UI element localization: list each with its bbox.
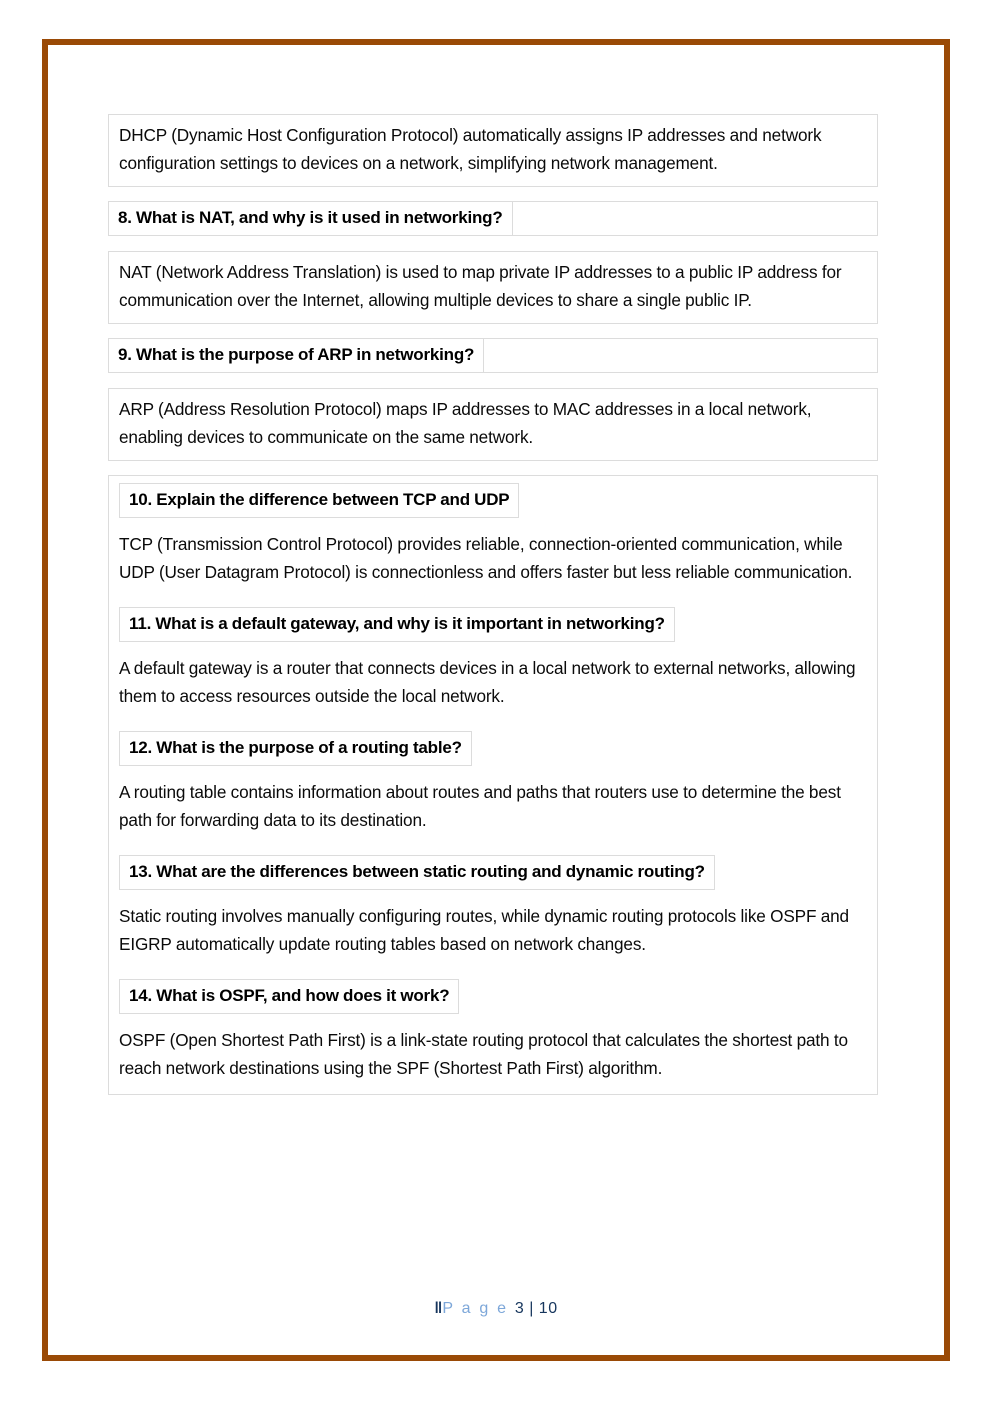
question-heading-block-8 [108, 201, 878, 236]
question-heading-block-9 [108, 338, 878, 373]
question-heading-11: 11. What is a default gateway, and why is it important in networking? [119, 607, 675, 642]
question-heading-block-13 [119, 856, 867, 889]
footer-page-word: P a g e [442, 1300, 509, 1317]
question-heading-13: 13. What are the differences between static routing and dynamic routing? [119, 855, 715, 890]
answer-text: DHCP (Dynamic Host Configuration Protocol) automatically assigns IP addresses and network configuration settings to devices on a network, simplifying network management. [119, 125, 822, 173]
answer-text-11: A default gateway is a router that connects devices in a local network to external networks, allowing them to access resources outside the local network. [119, 658, 856, 706]
combined-question-block [108, 475, 878, 1095]
page-footer [0, 1300, 992, 1318]
answer-block-dhcp [108, 114, 878, 187]
document-body [108, 114, 878, 1095]
page-number-footer [434, 1300, 557, 1318]
answer-text: NAT (Network Address Translation) is used to map private IP addresses to a public IP address for communication over the Internet, allowing multiple devices to share a single public IP. [119, 262, 842, 310]
answer-text-10: TCP (Transmission Control Protocol) provides reliable, connection-oriented communication, while UDP (User Datagram Protocol) is connectionless and offers faster but less reliable communication. [119, 534, 853, 582]
question-group-13 [119, 856, 867, 958]
answer-text: ARP (Address Resolution Protocol) maps IP addresses to MAC addresses in a local network, enabling devices to communicate on the same network. [119, 399, 812, 447]
answer-text-12: A routing table contains information about routes and paths that routers use to determine the best path for forwarding data to its destination. [119, 782, 841, 830]
footer-bars-glyph: ‖ [434, 1300, 443, 1317]
answer-block-9 [108, 388, 878, 461]
question-group-14 [119, 980, 867, 1082]
answer-text-13: Static routing involves manually configuring routes, while dynamic routing protocols like OSPF and EIGRP automatically update routing tables based on network changes. [119, 906, 849, 954]
question-heading-8: 8. What is NAT, and why is it used in networking? [108, 201, 513, 236]
footer-page-numbers: 3 | 10 [514, 1300, 558, 1317]
question-group-11 [119, 608, 867, 710]
question-heading-9: 9. What is the purpose of ARP in networking? [108, 338, 484, 373]
answer-text-14: OSPF (Open Shortest Path First) is a link-state routing protocol that calculates the shortest path to reach network destinations using the SPF (Shortest Path First) algorithm. [119, 1030, 848, 1078]
question-heading-block-11 [119, 608, 867, 641]
question-heading-14: 14. What is OSPF, and how does it work? [119, 979, 459, 1014]
question-heading-10: 10. Explain the difference between TCP and UDP [119, 483, 519, 518]
question-heading-12: 12. What is the purpose of a routing table? [119, 731, 472, 766]
question-heading-block-12 [119, 732, 867, 765]
question-group-10 [119, 484, 867, 586]
question-heading-block-10 [119, 484, 867, 517]
question-group-12 [119, 732, 867, 834]
question-heading-block-14 [119, 980, 867, 1013]
answer-block-8 [108, 251, 878, 324]
